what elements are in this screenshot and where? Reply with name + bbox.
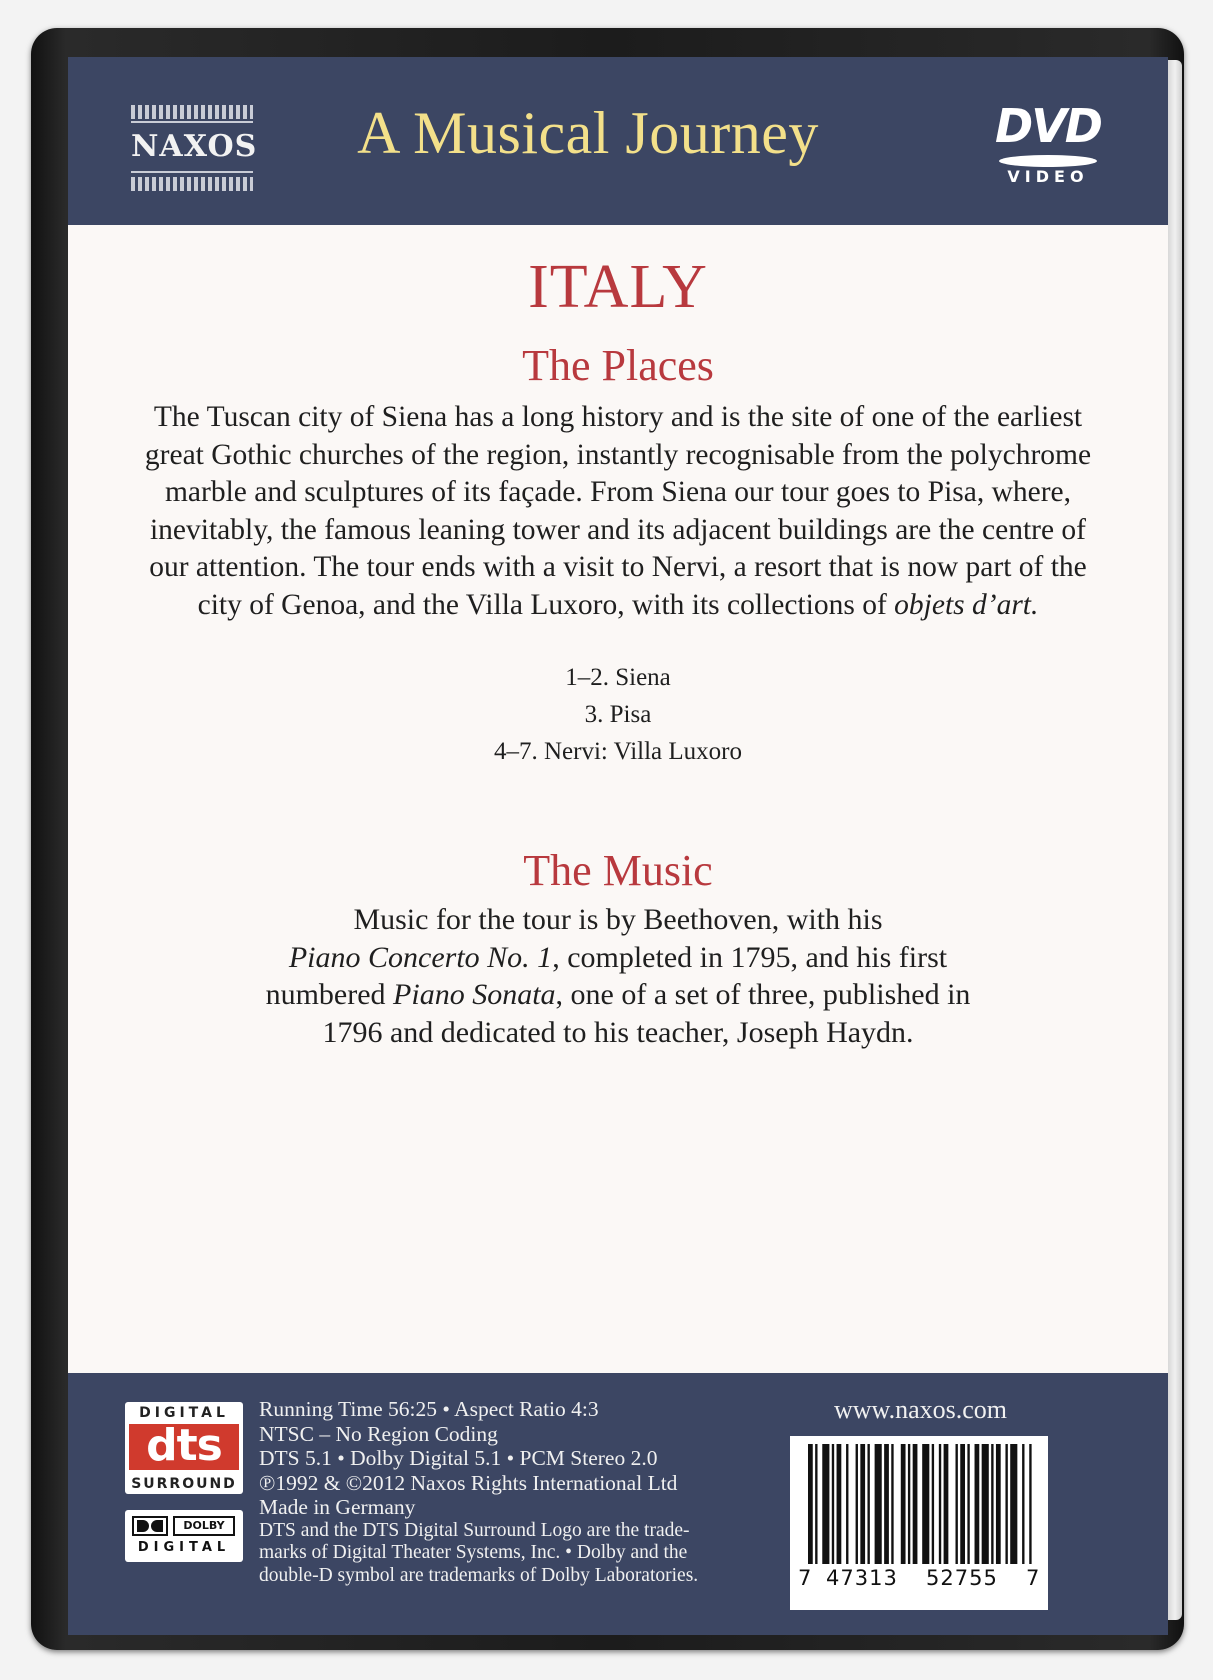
music-text: numbered [265, 978, 394, 1011]
barcode-bar [922, 1444, 929, 1564]
barcode-bar [996, 1444, 1001, 1564]
work-title: Piano Concerto No. 1 [288, 940, 553, 974]
disc-icon [999, 155, 1097, 167]
barcode-bar [808, 1444, 813, 1564]
barcode-bar [837, 1444, 842, 1564]
logo-columns-bottom [131, 177, 253, 191]
barcode-digit-first: 7 [798, 1566, 812, 1590]
places-heading: The Places [522, 341, 714, 390]
barcode-digit-last: 7 [1026, 1566, 1040, 1590]
website-link[interactable]: www.naxos.com [833, 1395, 1008, 1424]
footer-band [68, 1373, 1168, 1635]
logo-rule [131, 171, 253, 173]
dolby-logo-word: DOLBY [173, 1516, 235, 1536]
barcode-bar [822, 1444, 829, 1564]
barcode-bar [1005, 1444, 1007, 1564]
barcode-bar [982, 1444, 989, 1564]
tech-line: DTS 5.1 • Dolby Digital 5.1 • PCM Stereo 2.0 [259, 1446, 658, 1470]
track-listing-item: 1–2. Siena [565, 664, 671, 691]
trademark-line: double-D symbol are trademarks of Dolby Laboratories. [259, 1564, 699, 1586]
barcode-bar [891, 1444, 893, 1564]
dts-logo [125, 1402, 243, 1494]
dolby-digital-logo [125, 1510, 243, 1562]
music-line: 1796 and dedicated to his teacher, Joseph Haydn. [322, 1015, 914, 1049]
track-listing-item: 4–7. Nervi: Villa Luxoro [494, 738, 742, 765]
barcode [790, 1436, 1048, 1610]
trademark-line: marks of Digital Theater Systems, Inc. • Dolby and the [259, 1542, 688, 1563]
barcode-bar [1010, 1444, 1017, 1564]
places-description [138, 399, 1098, 624]
places-text-italic: objets d’art. [894, 588, 1039, 621]
places-text: The Tuscan city of Siena has a long history and is the site of one of the earliest great Gothic churches of the region, instantly recognisable from the polychrome marble and sculptures of its façade. From Siena our tour goes to Pisa, where, inevitably, the famous leaning tower and its adjacent buildings are the centre of our attention. The tour ends with a visit to Nervi, a resort that is now part of the city of Genoa, and the Villa Luxoro, with its collections of [144, 401, 1092, 621]
barcode-digit-group: 52755 [926, 1566, 998, 1590]
work-title: Piano Sonata [393, 978, 556, 1011]
tech-line: NTSC – No Region Coding [259, 1421, 498, 1446]
barcode-bar [932, 1444, 934, 1564]
barcode-bar [960, 1444, 965, 1564]
country-title: ITALY [528, 253, 708, 321]
dts-logo-bottom-text: SURROUND [131, 1476, 237, 1492]
barcode-bar [901, 1444, 906, 1564]
double-d-icon [132, 1516, 168, 1536]
barcode-bar [815, 1444, 817, 1564]
dvd-video-logo [983, 99, 1113, 186]
barcode-bars [808, 1444, 1034, 1564]
dts-logo-top-text: DIGITAL [139, 1405, 229, 1421]
barcode-bar [991, 1444, 993, 1564]
music-text: , one of a set of three, published in [555, 978, 971, 1011]
barcode-bar [939, 1444, 941, 1564]
case-edge [1168, 60, 1182, 1620]
barcode-bar [913, 1444, 918, 1564]
barcode-bar [867, 1444, 869, 1564]
music-line: Music for the tour is by Beethoven, with his [353, 903, 883, 936]
barcode-bar [856, 1444, 858, 1564]
barcode-digits [794, 1566, 1044, 1596]
trademark-line: DTS and the DTS Digital Surround Logo are the trade- [259, 1519, 690, 1541]
tech-line: Made in Germany [259, 1495, 416, 1519]
barcode-bar [1022, 1444, 1024, 1564]
music-text: , completed in 1795, and his first [552, 940, 948, 974]
music-line [138, 976, 1098, 1014]
barcode-bar [875, 1444, 882, 1564]
logo-rule [131, 121, 253, 123]
dvd-logo-subtext: VIDEO [1007, 167, 1089, 186]
barcode-bar [832, 1444, 834, 1564]
tech-line: Running Time 56:25 • Aspect Ratio 4:3 [259, 1397, 599, 1421]
music-heading: The Music [523, 846, 713, 895]
header-band [68, 57, 1168, 225]
series-title: A Musical Journey [357, 100, 819, 166]
naxos-logo [131, 105, 258, 191]
naxos-logo-text: NAXOS [131, 129, 258, 164]
barcode-bar [884, 1444, 889, 1564]
barcode-bar [955, 1444, 957, 1564]
dolby-logo-bottom-text: DIGITAL [137, 1540, 231, 1555]
barcode-bar [1029, 1444, 1031, 1564]
technical-info [259, 1397, 779, 1587]
barcode-bar [860, 1444, 865, 1564]
music-line [138, 939, 1098, 977]
barcode-bar [967, 1444, 969, 1564]
barcode-bar [944, 1444, 949, 1564]
track-listing-item: 3. Pisa [584, 701, 652, 728]
logo-columns-top [131, 105, 253, 119]
barcode-bar [846, 1444, 848, 1564]
dts-logo-mark: dts [146, 1420, 222, 1471]
music-description [138, 901, 1098, 1051]
barcode-digit-group: 47313 [826, 1566, 898, 1590]
dvd-logo-text: DVD [995, 99, 1101, 153]
back-cover-insert [68, 57, 1168, 1635]
tech-line: ℗1992 & ©2012 Naxos Rights International Ltd [259, 1470, 678, 1495]
barcode-bar [908, 1444, 910, 1564]
barcode-bar [975, 1444, 980, 1564]
